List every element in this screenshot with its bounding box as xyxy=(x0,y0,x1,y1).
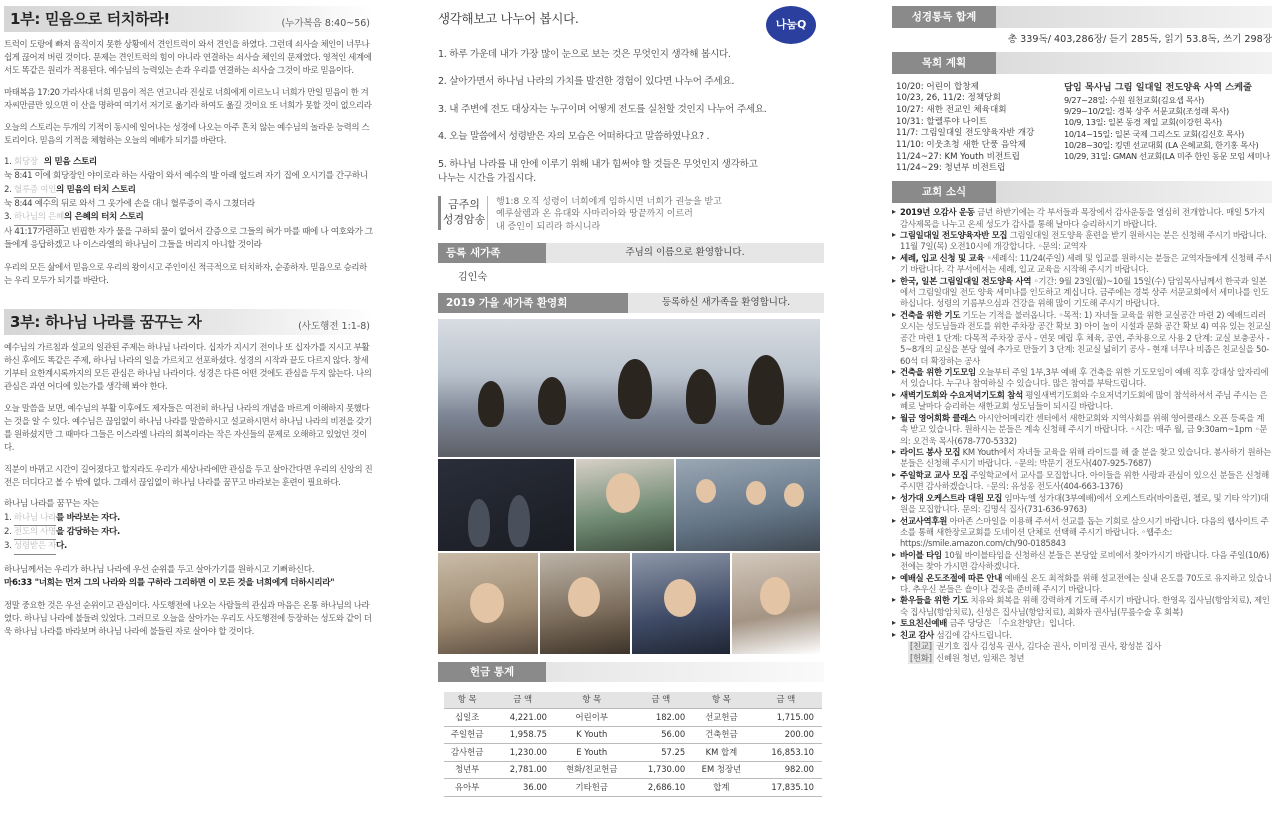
story-num: 2. xyxy=(4,184,12,195)
news-item xyxy=(892,253,1272,276)
schedule-item: 10/31: 할렐루야 나이트 xyxy=(896,116,988,127)
newcomer-bar xyxy=(438,243,824,263)
question-item: 5. 하나님 나라를 내 안에 이루기 위해 내가 힘써야 할 것들은 무엇인지 생각하고 나누는 시간을 가집시다. xyxy=(438,158,758,184)
table-cell: KM 합계 xyxy=(693,744,749,762)
news-item-title: 예배실 온도조절에 따른 안내 xyxy=(900,572,1003,583)
table-row xyxy=(444,709,822,727)
part3-verse: 마6:33 "너희는 먼저 그의 나라와 의를 구하라 그리하면 이 모든 것을 너희에게 더하시리라" xyxy=(4,578,335,589)
story-num: 1. xyxy=(4,157,12,168)
table-cell: 어린이부 xyxy=(555,709,628,727)
news-item-title: 2019년 오감사 운동 xyxy=(900,207,975,218)
table-cell: 2,686.10 xyxy=(628,779,693,797)
table-row xyxy=(444,779,822,797)
newcomer-names: 김인숙 xyxy=(458,271,487,283)
list-text: 를 바라보는 자다. xyxy=(56,512,120,523)
schedule-item: 11/24~29: 청년부 비전트립 xyxy=(896,163,1006,174)
news-item-body: 10월 바이블타임을 신청하신 분들은 본당앞 로비에서 찾아가시기 바랍니다. 다음 주일(10/6) 전에는 찾아 가시면 감사하겠니다. xyxy=(900,549,1269,572)
list-num: 2. xyxy=(4,527,12,538)
photo-face xyxy=(696,479,716,503)
memory-verse xyxy=(438,196,824,232)
table-cell: 36.00 xyxy=(490,779,555,797)
memory-verse-text: 행1:8 오직 성령이 너희에게 임하시면 너희가 권능을 받고 예루살렘과 온 유대와 사마리아와 땅끝까지 이르러 내 증인이 되리라 하시니라 xyxy=(496,197,722,232)
part1-title: 1부: 믿음으로 터치하라! xyxy=(10,9,170,28)
news-item xyxy=(892,390,1272,413)
fill-blank: 회당장 xyxy=(14,156,44,170)
story-verse: 사 41:17가련하고 빈핍한 자가 물을 구하되 물이 없어서 갈증으로 그들의 혀가 마를 때에 나 여호와가 그들에게 응답하겠고 나 이스라엘의 하나님이 그들을 버리지 아니할 것이라 xyxy=(4,226,373,250)
offering-table xyxy=(444,692,822,797)
welcome-party-title: 2019 가을 새가족 환영회 xyxy=(438,293,628,313)
table-cell: 기타헌금 xyxy=(555,779,628,797)
schedule-item: 9/29~10/2일: 경북 상주 서문교회(조성래 목사) xyxy=(1064,106,1229,117)
part1-ref: (누가복음 8:40~56) xyxy=(281,17,370,29)
table-cell: 1,230.00 xyxy=(490,744,555,762)
photo-face xyxy=(470,583,504,623)
fill-blank: 하나님 나라 xyxy=(14,512,56,526)
discussion-title: 생각해보고 나누어 봅시다. xyxy=(438,11,579,26)
news-item-body: 기도는 기적을 불러옵니다. ◦목적: 1) 자녀들 교육을 위한 교실공간 마련 2) 예배드리러 오시는 성도님들과 전도를 위한 주차장 공간 확보 3) 아이 놀이 시설과 문화 공간 확보 4) 여유 있는 친교실 공간 마련 1 단계: 다목적 주차장 공사 - 연못 메립 후 체육, 공연, 주차용으로 사용 2 단계: 교실 보충공사 - 5~8개의 교실을 본당 옆에 추가로 만들기 3 단계: 친교실 넓히기 공사 - 현재 너무나 비좁은 친교실을 50-60석 더 확장하는 공사 xyxy=(900,309,1271,366)
welcome-party-bar xyxy=(438,293,824,313)
table-cell: K Youth xyxy=(555,726,628,744)
news-item-title: 건축을 위한 기도 xyxy=(900,309,961,320)
part3-paragraph: 오늘 말씀을 보면, 예수님의 부활 이후에도 제자들은 여전히 하나님 나라의 개념을 바르게 이해하지 못했다는 것을 알 수 있다. 예수님은 끊임없이 하나님 나라를 말씀하시고 설교하시면서 하나님 나라의 비전을 갖기를 원하셨지만 그 때마다 그들은 이스라엘 나라의 회복이라는 작은 자신들의 문제로 오해하고 있었던 것이다. xyxy=(4,403,372,453)
table-cell: 건축헌금 xyxy=(693,726,749,744)
part3-paragraph: 정말 중요한 것은 우선 순위이고 관심이다. 사도행전에 나오는 사람들의 관심과 마음은 온통 하나님의 나라였다. 하나님 나라에 불들려 있었다. 그러므로 오늘을 살아가는 우리도 사도행전에 등장하는 성도와 같이 더욱 하나님 나라를 바라보며 하나님 나라에 불들린 자로 살아야 할 것이다. xyxy=(4,600,372,637)
schedule-right xyxy=(1064,82,1272,176)
story-verse: 눅 8:41 이에 회당장인 야이로라 하는 사람이 와서 예수의 발 아래 엎드려 자기 집에 오시기를 간구하니 xyxy=(4,171,368,182)
bible-reading-title: 성경통독 합계 xyxy=(892,6,996,28)
sermon-notes-column xyxy=(0,0,380,820)
news-item xyxy=(892,573,1272,596)
news-item-body: ◦세례식: 11/24(주일) 세례 및 입교를 원하시는 분들은 교역자들에게 신청해 주시기 바랍니다. 각 부서에서는 세례, 입교 교육을 시작해 주시기 바랍니다. xyxy=(900,252,1272,275)
photo-face xyxy=(746,481,766,505)
thanks-names: 신혜원 청년, 임채은 청년 xyxy=(936,652,1025,663)
schedule-right-title: 담임 목사님 그림 일대일 전도양육 사역 스케줄 xyxy=(1064,81,1252,93)
news-item-body: 치유와 회복을 위해 강력하게 기도해 주시기 바랍니다. 한영옥 집사님(항암치료), 제인숙 집사님(항암치료), 신성은 집사님(항암치료), 최화자 권사님(무릎수술 후 회복) xyxy=(900,595,1270,617)
schedule-item: 10/29, 31일: GMAN 선교회(LA 미주 한인 동문 모임 세미나 xyxy=(1064,150,1270,161)
photo-face xyxy=(664,579,696,617)
news-item-body: 오늘부터 주일 1부,3부 예배 후 건축을 위한 기도모임이 예배 직후 강대상 앞자리에서 있습니다. 누구나 참여하실 수 있습니다. 많은 참여를 부탁드립니다. xyxy=(900,367,1269,389)
photo-figure xyxy=(686,369,716,424)
member-photo xyxy=(632,553,730,654)
table-cell: 57.25 xyxy=(628,744,693,762)
table-cell: 17,835.10 xyxy=(750,779,822,797)
photo-face xyxy=(606,473,640,513)
table-row xyxy=(444,744,822,762)
offering-title: 헌금 통계 xyxy=(438,662,546,682)
event-hall-photo xyxy=(438,319,820,457)
news-item xyxy=(892,276,1272,310)
question-item: 1. 하루 가운데 내가 가장 많이 눈으로 보는 것은 무엇인지 생각해 봅시다. xyxy=(438,49,731,60)
part3-title: 3부: 하나님 나라를 꿈꾸는 자 xyxy=(10,313,202,332)
table-cell: 982.00 xyxy=(750,761,822,779)
table-cell: 2,781.00 xyxy=(490,761,555,779)
table-row xyxy=(444,726,822,744)
discussion-column xyxy=(430,0,830,820)
part3-paragraph: 예수님의 가르침과 설교의 일관된 주제는 하나님 나라이다. 십자가 지시기 전이나 또 십자가를 지시고 부활하신 후에도 똑같은 주제, 하나님 나라의 일을 가르치고 선포하셨다. 성경의 시작과 끝도 다르지 않다. 창세기부터 요한계시록까지의 모든 관심은 하나님 나라이다. 성경은 다른 어떤 것에도 관심을 두지 않는다. 나의 관심은 과연 어디에 있는가를 생각해 봐야 한다. xyxy=(4,342,372,392)
news-item-body: 아마존 스마일을 이용해 주셔서 선교를 돕는 기회로 삼으시기 바랍니다. 다음의 웹사이트 주소를 통해 새한장로교회를 도네이션 단체로 선택해 주시기 바랍니다. ◦웹주소: https://smile.amazon.com/ch/90-0185843 xyxy=(900,515,1269,549)
table-cell: 1,730.00 xyxy=(628,761,693,779)
thanks-label: [친교] xyxy=(910,641,932,652)
bible-reading-bar xyxy=(892,6,1272,28)
news-item xyxy=(892,207,1272,230)
photo-figure xyxy=(478,381,504,427)
photo-face xyxy=(784,483,804,507)
question-item: 4. 오늘 말씀에서 성령받은 자의 모습은 어떠하다고 말씀하였나요? . xyxy=(438,131,710,143)
table-row xyxy=(444,761,822,779)
table-header-row xyxy=(444,692,822,709)
bible-reading-stats: 총 339독/ 403,286장/ 듣기 285독, 읽기 53.8독, 쓰기 298장 xyxy=(1007,34,1272,45)
section-bar-fill xyxy=(996,52,1272,74)
table-cell: 200.00 xyxy=(750,726,822,744)
column-header: 금 액 xyxy=(628,692,693,709)
speaker-photo xyxy=(576,459,674,551)
news-item-title: 월금 영어회화 클래스 xyxy=(900,412,976,423)
column-header: 항 목 xyxy=(555,692,628,709)
news-item-body: 임마누엘 성가대(3부예배)에서 오케스트라(바이올린, 첼로, 및 기타 악기)대원을 모집합니다. 문의: 김명식 집사(731-636-9763) xyxy=(900,492,1269,515)
part3-intro: 하나님 나라를 꿈꾸는 자는 xyxy=(4,499,99,510)
news-bar xyxy=(892,181,1272,203)
part3-closing xyxy=(4,564,374,591)
table-cell: 4,221.00 xyxy=(490,709,555,727)
news-item-body: 금주 당당은 「수요찬양단」입니다. xyxy=(949,618,1075,629)
discussion-header xyxy=(438,6,824,44)
part1-paragraph: 트럭이 도랑에 빠져 움직이지 못한 상황에서 견인트럭이 와서 견인을 하였다. 그런데 쇠사슬 체인이 너무나 쉽게 끊어져 버린 것이다. 문제는 견인트럭의 힘이 아니라 연결하는 쇠사슬 체인의 문제였다. 영적인 세계에서도 똑같은 원리가 적용된다. 예수님의 능력있는 손과 우리를 연결하는 쇠사슬 그것이 바로 믿음이다. xyxy=(4,39,372,76)
story-title: 의 믿음의 터치 스토리 xyxy=(56,184,136,195)
news-item-title: 바이블 타임 xyxy=(900,549,942,560)
schedule-item: 10/9, 13일: 일본 동경 제일 교회(이강헌 목사) xyxy=(1064,117,1222,128)
column-header: 항 목 xyxy=(444,692,490,709)
photo-face xyxy=(760,577,790,615)
list-text: 을 감당하는 자다. xyxy=(56,527,120,538)
news-item-title: 친교 감사 xyxy=(900,629,935,640)
table-cell: 주일헌금 xyxy=(444,726,490,744)
newcomer-title: 등록 새가족 xyxy=(438,243,546,263)
news-item-body: 예배실 온도 최적화를 위해 설교전에는 실내 온도를 70도로 유지하고 있습니다. 추우신 분들은 숄이나 겉옷을 준비해 주시기 바랍니다. xyxy=(900,572,1272,595)
thanks-line xyxy=(900,641,1272,652)
table-cell: 1,958.75 xyxy=(490,726,555,744)
schedule-item: 10/14~15일: 일본 국제 그리스도 교회(김신호 목사) xyxy=(1064,128,1244,139)
singers-photo xyxy=(438,459,574,551)
offering-bar-fill xyxy=(546,662,824,682)
table-cell: 청년부 xyxy=(444,761,490,779)
story-verse: 눅 8:44 예수의 뒤로 와서 그 옷가에 손을 대니 혈루증이 즉시 그쳤더라 xyxy=(4,199,255,210)
news-item xyxy=(892,413,1272,447)
schedule-left xyxy=(896,82,1064,176)
news-item-body: ◦기간: 9월 23일(월)~10월 15일(수) 담임목사님께서 한국과 일본에서 그림일대일 전도 양육 세미나를 인도하고 계십니다. 금주에는 경북 상주 서문교회에서 세미나를 인도하십니다. 성령의 기름부으심과 건강을 위해 많이 기도해 주시기 바랍니다. xyxy=(900,275,1269,309)
schedule-title: 목회 계획 xyxy=(892,52,996,74)
schedule-item: 10/28~30일: 킹덴 선교대회 (LA 은혜교회, 한기홍 목사) xyxy=(1064,139,1259,150)
fill-blank: 성령받은 자 xyxy=(14,540,56,554)
news-item xyxy=(892,516,1272,550)
news-item-body: 그림일대일 전도양육 훈련을 받기 원하시는 분은 신청해 주시기 바랍니다. 11월 7일(목) 오전10시에 개강합니다. ◦문의: 교역자 xyxy=(900,229,1267,252)
part3-header xyxy=(4,309,374,335)
news-item-body: KM Youth에서 자녀들 교육을 위해 라이드를 해 줄 분을 찾고 있습니다. 봉사하기 원하는 분들은 신청해 주시기 바랍니다. ◦문의: 박문기 전도사(407-925-7687) xyxy=(900,446,1272,469)
news-item xyxy=(892,447,1272,470)
part1-paragraph: 오늘의 스토리는 두개의 기적이 동시에 일어나는 성경에 나오는 아주 흔치 않는 예수님의 놀라운 능력의 스토리이다. 믿음의 기적을 체험하는 오늘의 예배가 되기를 바란다. xyxy=(4,122,370,146)
list-num: 1. xyxy=(4,512,12,523)
news-list xyxy=(892,205,1272,664)
question-item: 3. 내 주변에 전도 대상자는 누구이며 어떻게 전도를 실천할 것인지 나누어 주세요. xyxy=(438,103,767,115)
news-item xyxy=(892,630,1272,664)
schedule-item: 11/10: 이웃초청 새한 단풍 음악제 xyxy=(896,140,1026,151)
news-item xyxy=(892,470,1272,493)
news-item-body: 아시안어메리칸 센터에서 새한교회와 지역사회를 위해 영어클래스 오픈 등록을 계속 받고 있습니다. 원하시는 분들은 계속 신청해 주시기 바랍니다. ◦시간: 매주 월, 금 9:30am~1pm ◦문의: 오건욱 목사(678-770-5332) xyxy=(900,412,1268,446)
news-item xyxy=(892,618,1272,629)
news-item-title: 성가대 오케스트라 대원 모집 xyxy=(900,492,1003,503)
news-item-body: 주일학교에서 교사를 모집합니다. 아이들을 위한 사랑과 관심이 있으신 분들은 신청해 주시면 감사하겠습니다. ◦문의: 유성옹 전도사(404-663-1376) xyxy=(900,469,1270,492)
news-item-body: 금년 하반기에는 각 부서들과 목장에서 감사운동을 열심히 전개합니다. 매일 5가지 감사제목을 나누고 온세 성도가 감사를 통해 날마다 승리하시기 바랍니다. xyxy=(900,207,1266,229)
schedule-item: 11/7: 그림일대일 전도양육자반 개강 xyxy=(896,128,1035,139)
table-cell: 1,715.00 xyxy=(750,709,822,727)
news-item-title: 건축을 위한 기도모임 xyxy=(900,367,976,378)
part1-story-list xyxy=(4,156,374,252)
sharing-q-badge: 나눔Q xyxy=(766,6,816,44)
table-cell: 십일조 xyxy=(444,709,490,727)
column-header: 금 액 xyxy=(750,692,822,709)
thanks-label: [헌화] xyxy=(910,652,932,663)
part3-paragraph: 하나님께서는 우리가 하나님 나라에 우선 순위를 두고 살아가기를 원하시고 기뻐하신다. xyxy=(4,564,315,575)
table-cell: 56.00 xyxy=(628,726,693,744)
table-cell: EM 청장년 xyxy=(693,761,749,779)
list-num: 3. xyxy=(4,541,12,552)
news-item xyxy=(892,493,1272,516)
fill-blank: 하나님의 은혜 xyxy=(14,211,64,225)
welcome-party-caption: 등록하신 새가족을 환영합니다. xyxy=(628,293,824,313)
section-bar-fill xyxy=(996,181,1272,203)
fill-blank: 전도의 사명 xyxy=(14,526,56,540)
news-item-title: 라이드 봉사 모집 xyxy=(900,446,961,457)
part3-ref: (사도행전 1:1-8) xyxy=(298,320,370,332)
list-text: 다. xyxy=(56,541,67,552)
news-item-title: 환우들을 위한 기도 xyxy=(900,595,969,606)
story-title: 의 믿음 스토리 xyxy=(43,157,97,168)
discussion-questions xyxy=(438,48,824,186)
schedule-item: 10/23, 26, 11/2: 정책당회 xyxy=(896,93,1001,104)
table-cell: E Youth xyxy=(555,744,628,762)
photo-figure xyxy=(538,377,566,425)
thanks-names: 권기호 집사 김성옥 권사, 김다순 권사, 이미정 권사, 왕성분 집사 xyxy=(936,641,1162,652)
news-item xyxy=(892,550,1272,573)
table-cell: 유아부 xyxy=(444,779,490,797)
news-item-title: 선교사역후원 xyxy=(900,515,948,526)
newcomer-welcome: 주님의 이름으로 환영합니다. xyxy=(546,243,824,263)
news-item-title: 주일학교 교사 모집 xyxy=(900,469,969,480)
part3-paragraph: 직분이 바뀌고 시간이 길어졌다고 할지라도 우리가 세상나라에만 관심을 두고 살아간다면 우리의 신앙의 진전은 더디다고 볼 수 밖에 없다. 그래서 끊임없이 하나님 나라를 꿈꾸고 바라보는 훈련이 필요하다. xyxy=(4,464,373,488)
news-item-title: 한국, 일본 그림일대일 전도양육 사역 xyxy=(900,275,1032,286)
part1-paragraph: 우리의 모든 삶에서 믿음으로 우리의 왕이시고 주인이신 적극적으로 터치하자, 순종하자. 믿음으로 승리하는 우리 모두가 되기를 바란다. xyxy=(4,262,367,286)
table-cell: 182.00 xyxy=(628,709,693,727)
photo-figure xyxy=(468,499,490,547)
story-num: 3. xyxy=(4,212,12,223)
member-photo xyxy=(438,553,538,654)
photo-face xyxy=(568,577,600,617)
photo-figure xyxy=(508,495,530,547)
table-cell: 16,853.10 xyxy=(750,744,822,762)
photo-figure xyxy=(618,359,652,419)
photo-collage xyxy=(438,319,820,654)
news-item-title: 토요친신예배 xyxy=(900,618,948,629)
news-title: 교회 소식 xyxy=(892,181,996,203)
group-photo xyxy=(676,459,820,551)
schedule-list xyxy=(892,76,1272,182)
schedule-item: 10/27: 새한 전교인 체육대회 xyxy=(896,104,1007,115)
schedule-item: 11/24~27: KM Youth 비전트립 xyxy=(896,151,1020,162)
member-photo xyxy=(732,553,820,654)
table-cell: 감사헌금 xyxy=(444,744,490,762)
thanks-line xyxy=(900,653,1272,664)
news-item-title: 세례, 입교 신청 및 교육 xyxy=(900,252,985,263)
table-cell: 선교헌금 xyxy=(693,709,749,727)
news-item-body: 섬김에 감사드립니다. xyxy=(936,629,1012,640)
news-item-body: 평일새벽기도회와 수요저녁기도회에 많이 참석하셔서 주님 주시는 은혜로 날마다 승리하는 새한교회 성도님들이 되시길 바랍니다. xyxy=(900,389,1268,412)
memory-verse-label: 금주의 성경암송 xyxy=(438,196,488,230)
news-item xyxy=(892,367,1272,390)
news-item xyxy=(892,310,1272,367)
schedule-bar xyxy=(892,52,1272,74)
column-header: 항 목 xyxy=(693,692,749,709)
news-item xyxy=(892,230,1272,253)
section-bar-fill xyxy=(996,6,1272,28)
column-header: 금 액 xyxy=(490,692,555,709)
news-item-title: 새벽기도회와 수요저녁기도회 참석 xyxy=(900,389,1023,400)
member-photo xyxy=(540,553,630,654)
schedule-item: 9/27~28일: 수원 원천교회(김요셉 목사) xyxy=(1064,95,1205,106)
news-item xyxy=(892,595,1272,618)
story-title: 의 은혜의 터치 스토리 xyxy=(63,212,144,223)
schedule-item: 10/20: 어린이 합창제 xyxy=(896,81,979,92)
table-cell: 합계 xyxy=(693,779,749,797)
part1-header xyxy=(4,6,374,32)
offering-bar xyxy=(438,662,824,682)
photo-figure xyxy=(748,355,784,425)
part3-list xyxy=(4,498,374,554)
part1-paragraph: 마태복음 17:20 가라사대 너희 믿음이 적은 연고니라 진실로 너희에게 이르노니 너희가 만일 믿음이 한 겨자씨만큼만 있으면 이 산을 명하여 여기서 저기로 옮기라 하여도 옮길 것이요 또 너희가 못할 것이 없으리라 xyxy=(4,87,372,111)
fill-blank: 혈루증 여인 xyxy=(14,184,56,198)
table-cell: 현화/친교헌금 xyxy=(555,761,628,779)
question-item: 2. 살아가면서 하나님 나라의 가치를 발견한 경험이 있다면 나누어 주세요. xyxy=(438,76,735,88)
announcements-column xyxy=(888,0,1280,820)
news-item-title: 그림일대일 전도양육자반 모집 xyxy=(900,229,1008,240)
